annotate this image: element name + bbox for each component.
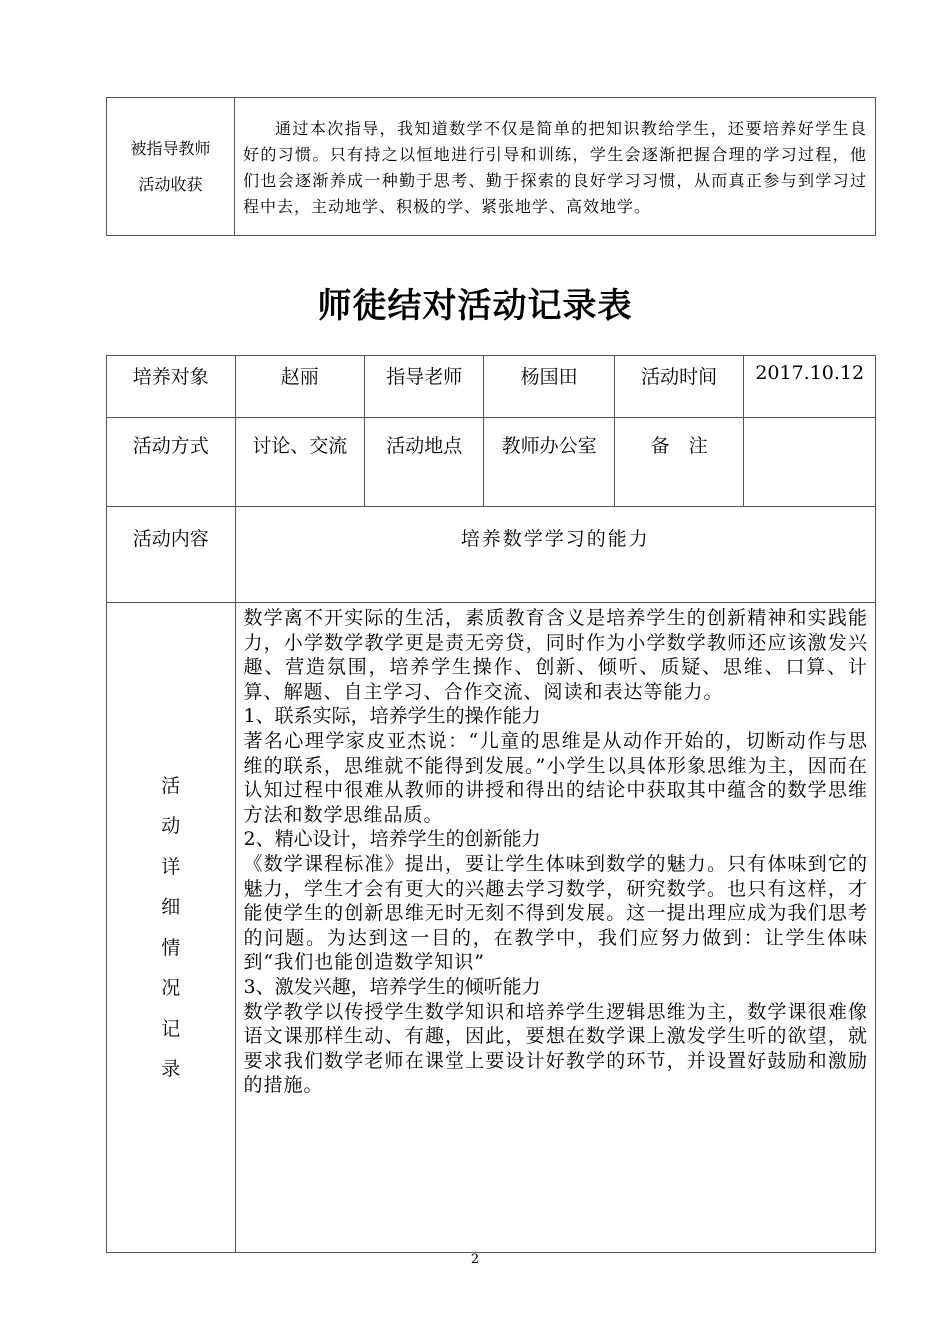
detail-label-char: 况: [161, 977, 181, 999]
place-label: 活动地点: [365, 418, 484, 507]
method-value: 讨论、交流: [235, 418, 365, 507]
content-label: 活动内容: [107, 507, 236, 603]
gain-table: [106, 97, 876, 236]
page-number: 2: [470, 1252, 480, 1267]
info-row-2: [107, 418, 876, 507]
detail-content: [235, 603, 876, 1253]
record-table: [106, 355, 876, 1253]
method-label: 活动方式: [107, 418, 236, 507]
time-value: 2017.10.12: [744, 356, 876, 418]
detail-heading: 1、联系实际，培养学生的操作能力: [243, 705, 541, 728]
detail-heading: 2、精心设计，培养学生的创新能力: [243, 828, 541, 851]
detail-label: [107, 603, 236, 1253]
detail-heading: 3、激发兴趣，培养学生的倾听能力: [243, 975, 541, 998]
detail-label-char: 详: [161, 855, 181, 878]
time-label: 活动时间: [614, 356, 744, 418]
detail-label-char: 记: [161, 1017, 181, 1040]
remark-value: [744, 418, 876, 507]
gain-label-line1: 被指导教师: [130, 138, 211, 158]
gain-label-cell: [107, 98, 235, 236]
page-title: 师徒结对活动记录表: [317, 286, 633, 326]
detail-label-char: 录: [161, 1058, 181, 1080]
detail-paragraph: 数学教学以传授学生数学知识和培养学生逻辑思维为主，数学课很难像语文课那样生动、有趣，因此，要想在数学课上激发学生听的欲望，就要求我们数学老师在课堂上要设计好教学的环节，并设置好鼓励和激励的措施。: [243, 1000, 868, 1097]
detail-paragraph: 数学离不开实际的生活，素质教育含义是培养学生的创新精神和实践能力，小学数学教学更是责无旁贷，同时作为小学数学教师还应该激发兴趣、营造氛围，培养学生操作、创新、倾听、质疑、思维、口算、计算、解题、自主学习、合作交流、阅读和表达等能力。: [243, 607, 868, 703]
detail-label-char: 活: [161, 774, 181, 797]
content-value: 培养数学学习的能力: [235, 507, 876, 603]
detail-paragraph: 《数学课程标准》提出，要让学生体味到数学的魅力。只有体味到它的魅力，学生才会有更大的兴趣去学习数学，研究数学。也只有这样，才能使学生的创新思维无时无刻不得到发展。这一提出理应成为我们思考的问题。为达到这一目的，在教学中，我们应努力做到：让学生体味到“我们也能创造数学知识”: [243, 852, 868, 974]
detail-label-char: 细: [161, 896, 181, 918]
detail-label-char: 情: [161, 936, 181, 959]
gain-text-cell: [235, 98, 876, 236]
trainee-label: 培养对象: [107, 356, 236, 418]
remark-label: 备 注: [614, 418, 744, 507]
gain-text: 通过本次指导，我知道数学不仅是简单的把知识教给学生，还要培养好学生良好的习惯。只有持之以恒地进行引导和训练，学生会逐渐把握合理的学习过程，他们也会逐渐养成一种勤于思考、勤于探索的良好学习习惯，从而真正参与到学习过程中去，主动地学、积极的学、紧张地学、高效地学。: [243, 119, 867, 216]
detail-label-char: 动: [161, 815, 181, 837]
gain-label-line2: 活动收获: [138, 174, 203, 194]
detail-paragraph: 著名心理学家皮亚杰说：“儿童的思维是从动作开始的，切断动作与思维的联系，思维就不能得到发展。”小学生以具体形象思维为主，因而在认知过程中很难从教师的讲授和得出的结论中获取其中蕴含的数学思维方法和数学思维品质。: [243, 729, 868, 826]
mentor-value: 杨国田: [484, 356, 615, 418]
detail-row: [107, 603, 876, 1253]
trainee-value: 赵丽: [235, 356, 365, 418]
mentor-label: 指导老师: [365, 356, 484, 418]
content-row: [107, 507, 876, 603]
place-value: 教师办公室: [484, 418, 615, 507]
info-row-1: [107, 356, 876, 418]
